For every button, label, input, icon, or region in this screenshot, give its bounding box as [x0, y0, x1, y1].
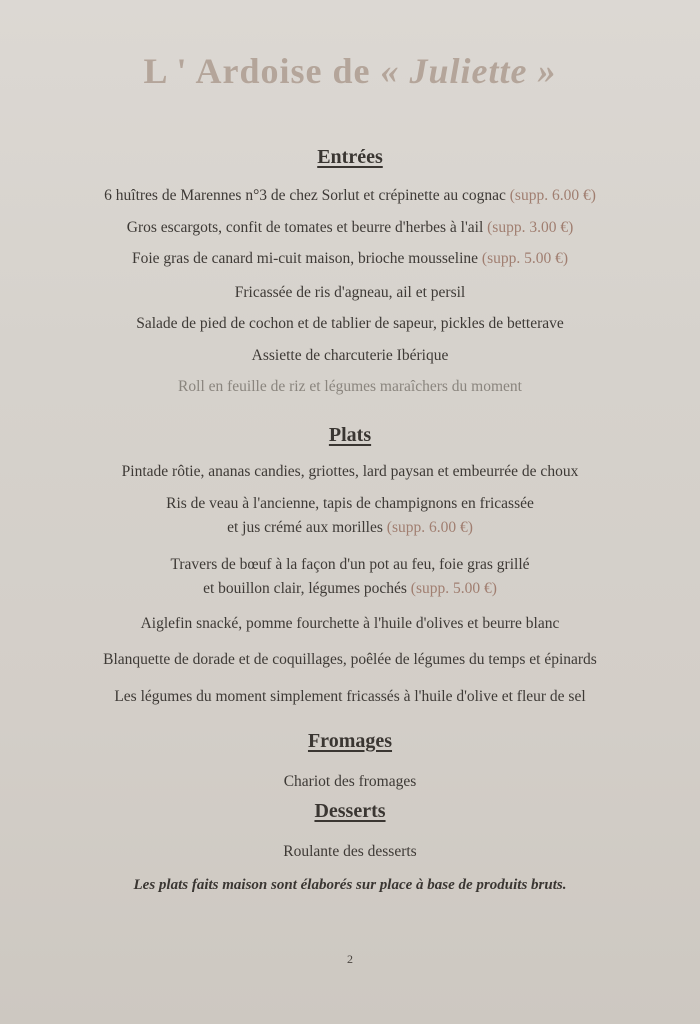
entree-item-text: Fricassée de ris d'agneau, ail et persil — [234, 284, 466, 301]
plat-item-text: et jus crémé aux morilles — [227, 519, 383, 536]
entree-item — [0, 247, 700, 271]
entree-item — [0, 281, 700, 305]
entree-item-text: Foie gras de canard mi-cuit maison, brioche mousseline — [131, 250, 479, 267]
plat-item — [0, 612, 700, 636]
entree-item-text: Roll en feuille de riz et légumes maraîchers du moment — [178, 378, 522, 395]
plat-item-text: Aiglefin snacké, pomme fourchette à l'huile d'olives et beurre blanc — [140, 615, 560, 632]
plat-item-text: Les légumes du moment simplement fricassés à l'huile d'olive et fleur de sel — [114, 688, 586, 705]
menu-title-prefix: L ' Ardoise de — [143, 51, 381, 91]
section-heading-entrees: Entrées — [317, 146, 383, 168]
page-number: 2 — [347, 952, 353, 966]
entree-item-supplement: (supp. 3.00 €) — [487, 219, 574, 236]
entree-item-supplement: (supp. 6.00 €) — [509, 187, 596, 204]
menu-title-open-quote: « — [380, 51, 410, 91]
menu-title-close-quote: » — [527, 51, 557, 91]
plat-item — [0, 685, 700, 709]
menu-title-name: Juliette — [409, 51, 528, 91]
entree-item-supplement: (supp. 5.00 €) — [481, 250, 569, 267]
entree-item-text: Salade de pied de cochon et de tablier de sapeur, pickles de betterave — [136, 315, 564, 332]
dessert-item — [0, 840, 700, 864]
plat-item-text: Blanquette de dorade et de coquillages, poêlée de légumes du temps et épinards — [103, 651, 597, 668]
entree-item-text: Assiette de charcuterie Ibérique — [251, 347, 449, 364]
entree-item-text: 6 huîtres de Marennes n°3 de chez Sorlut et crépinette au cognac — [104, 187, 506, 204]
entree-item — [0, 312, 700, 336]
plat-item-continued — [0, 577, 700, 601]
plat-item — [0, 492, 700, 516]
section-heading-fromages: Fromages — [307, 730, 393, 752]
plat-item-supplement: (supp. 6.00 €) — [386, 519, 473, 536]
section-heading-plats: Plats — [328, 424, 372, 446]
plat-item-continued — [0, 516, 700, 540]
dessert-item-text: Roulante des desserts — [283, 843, 417, 860]
entree-item — [0, 344, 700, 368]
homemade-note: Les plats faits maison sont élaborés sur place à base de produits bruts. — [133, 877, 567, 893]
plat-item — [0, 460, 700, 484]
fromage-item — [0, 770, 700, 794]
entree-item — [0, 216, 700, 240]
plat-item-text: et bouillon clair, légumes pochés — [203, 580, 407, 597]
plat-item-text: Pintade rôtie, ananas candies, griottes, lard paysan et embeurrée de choux — [121, 463, 579, 480]
plat-item — [0, 648, 700, 672]
fromage-item-text: Chariot des fromages — [283, 773, 417, 790]
section-heading-desserts: Desserts — [314, 800, 386, 822]
plat-item-text: Ris de veau à l'ancienne, tapis de champignons en fricassée — [166, 495, 534, 512]
menu-title — [0, 50, 700, 92]
entree-item — [0, 375, 700, 399]
plat-item — [0, 553, 700, 577]
entree-item — [0, 184, 700, 208]
plat-item-text: Travers de bœuf à la façon d'un pot au feu, foie gras grillé — [170, 556, 530, 573]
entree-item-text: Gros escargots, confit de tomates et beurre d'herbes à l'ail — [126, 219, 484, 236]
plat-item-supplement: (supp. 5.00 €) — [410, 580, 497, 597]
